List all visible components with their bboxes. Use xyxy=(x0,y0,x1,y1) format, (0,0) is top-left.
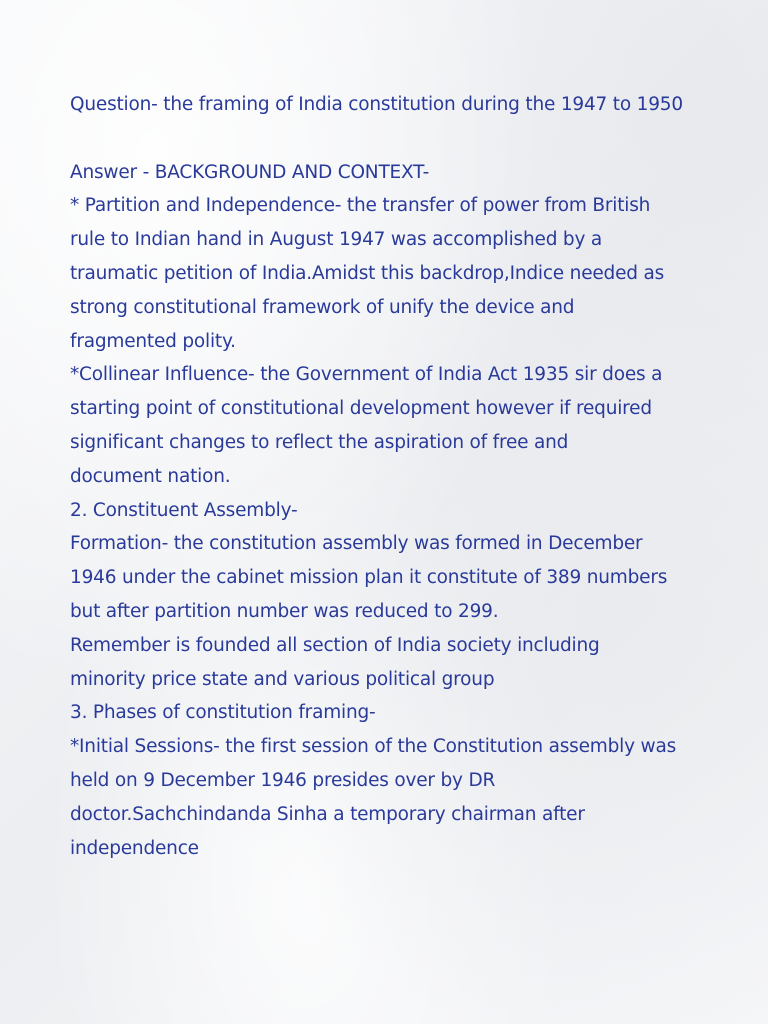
text-line: doctor.Sachchindanda Sinha a temporary chairman after xyxy=(70,803,585,825)
text-line: significant changes to reflect the aspiration of free and xyxy=(70,431,569,453)
text-line: minority price state and various political group xyxy=(70,668,495,690)
handwritten-page xyxy=(70,88,730,865)
text-line: * Partition and Independence- the transfer of power from British xyxy=(70,195,651,217)
text-line: Formation- the constitution assembly was formed in December xyxy=(70,533,643,555)
text-line: fragmented polity. xyxy=(70,330,236,352)
text-line: document nation. xyxy=(70,465,231,487)
text-line: held on 9 December 1946 presides over by DR xyxy=(70,769,496,791)
text-line: traumatic petition of India.Amidst this backdrop,Indice needed as xyxy=(70,262,665,284)
text-line: but after partition number was reduced to 299. xyxy=(70,600,499,622)
section-heading: 2. Constituent Assembly- xyxy=(70,499,298,521)
answer-heading: Answer - BACKGROUND AND CONTEXT- xyxy=(70,161,430,183)
text-line: *Collinear Influence- the Government of India Act 1935 sir does a xyxy=(70,364,663,386)
section-heading: 3. Phases of constitution framing- xyxy=(70,702,376,724)
text-line: starting point of constitutional development however if required xyxy=(70,398,652,420)
blank-line xyxy=(70,122,730,156)
text-line: *Initial Sessions- the first session of the Constitution assembly was xyxy=(70,736,677,758)
text-line: Remember is founded all section of India society including xyxy=(70,634,600,656)
text-line: 1946 under the cabinet mission plan it constitute of 389 numbers xyxy=(70,567,668,589)
text-line: strong constitutional framework of unify the device and xyxy=(70,296,575,318)
question-line: Question- the framing of India constitution during the 1947 to 1950 xyxy=(70,94,683,115)
text-line: independence xyxy=(70,837,199,859)
text-line: rule to Indian hand in August 1947 was accomplished by a xyxy=(70,229,603,251)
